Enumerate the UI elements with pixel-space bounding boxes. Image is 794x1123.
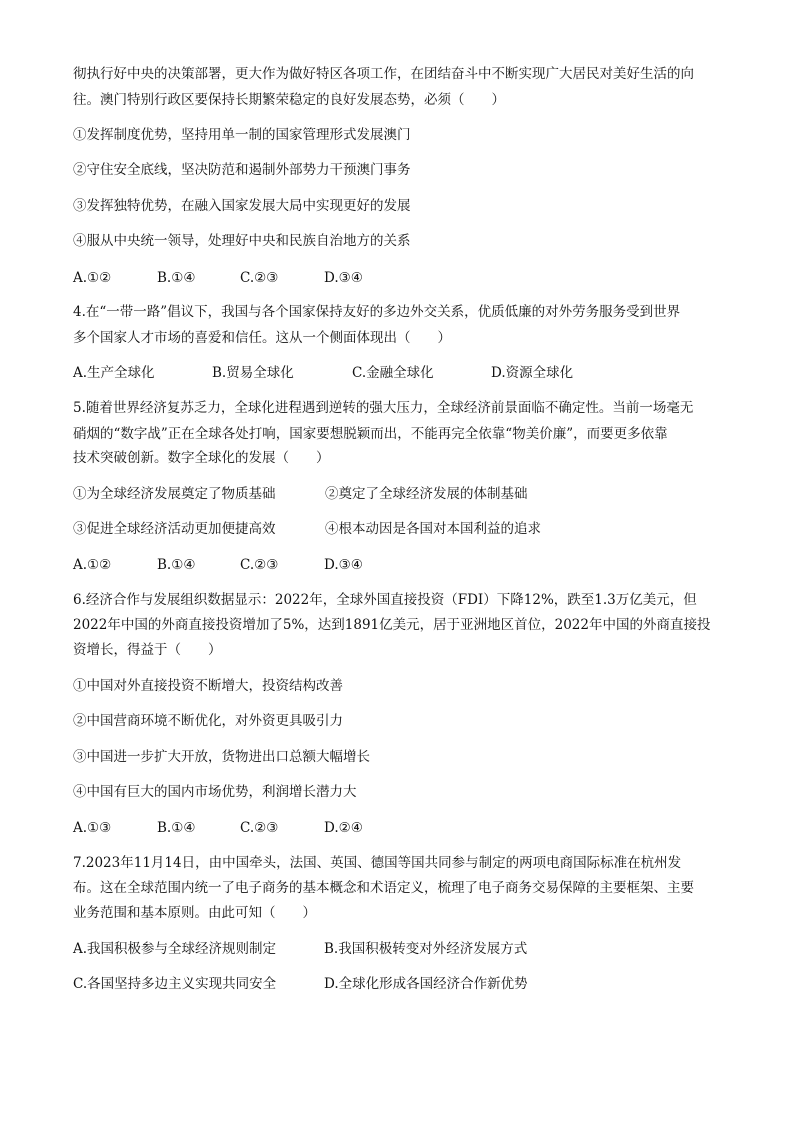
q4-option-d[interactable]: D.资源全球化	[491, 365, 574, 381]
q3-item-4: ④服从中央统一领导，处理好中央和民族自治地方的关系	[73, 233, 411, 249]
q5-option-c[interactable]: C.②③	[240, 557, 279, 573]
q7-option-a[interactable]: A.我国积极参与全球经济规则制定	[73, 941, 277, 957]
q7-option-d[interactable]: D.全球化形成各国经济合作新优势	[324, 976, 528, 992]
q6-option-c[interactable]: C.②③	[240, 820, 279, 836]
q4-option-a[interactable]: A.生产全球化	[73, 365, 155, 381]
q4-stem-line-1: 4.在“一带一路”倡议下，我国与各个国家保持友好的多边外交关系，优质低廉的对外劳务服务受到世界	[73, 304, 681, 320]
q5-stem-line-2: 硝烟的“数字战”正在全球各处打响，国家要想脱颖而出，不能再完全依靠“物美价廉”，而要更多依靠	[73, 426, 668, 442]
q6-option-b[interactable]: B.①④	[157, 820, 196, 836]
q6-option-a[interactable]: A.①③	[73, 820, 112, 836]
q3-stem-line-1: 彻执行好中央的决策部署，更大作为做好特区各项工作，在团结奋斗中不断实现广大居民对美好生活的向	[73, 66, 694, 82]
q7-stem-line-3: 业务范围和基本原则。由此可知（ ）	[73, 905, 316, 921]
q6-item-3: ③中国进一步扩大开放，货物进出口总额大幅增长	[73, 749, 370, 765]
q6-stem-line-1: 6.经济合作与发展组织数据显示：2022年，全球外国直接投资（FDI）下降12%，跌至1.3万亿美元，但	[73, 592, 697, 608]
q7-stem-line-2: 布。这在全球范围内统一了电子商务的基本概念和术语定义，梳理了电子商务交易保障的主要框架、主要	[73, 880, 694, 896]
q5-option-d[interactable]: D.③④	[324, 557, 363, 573]
q6-option-d[interactable]: D.②④	[324, 820, 363, 836]
q3-option-b[interactable]: B.①④	[157, 270, 196, 286]
q5-item-4: ④根本动因是各国对本国利益的追求	[325, 521, 541, 537]
q6-item-2: ②中国营商环境不断优化，对外资更具吸引力	[73, 713, 343, 729]
q3-option-d[interactable]: D.③④	[324, 270, 363, 286]
q3-option-a[interactable]: A.①②	[73, 270, 112, 286]
q6-stem-line-3: 资增长，得益于（ ）	[73, 642, 222, 658]
q4-stem-line-2: 多个国家人才市场的喜爱和信任。这从一个侧面体现出（ ）	[73, 330, 451, 346]
q5-item-2: ②奠定了全球经济发展的体制基础	[325, 486, 528, 502]
q3-item-3: ③发挥独特优势，在融入国家发展大局中实现更好的发展	[73, 198, 411, 214]
q7-stem-line-1: 7.2023年11月14日，由中国牵头，法国、英国、德国等国共同参与制定的两项电商国际标准在杭州发	[73, 855, 682, 871]
q5-option-b[interactable]: B.①④	[157, 557, 196, 573]
q3-stem-line-2: 往。澳门特别行政区要保持长期繁荣稳定的良好发展态势，必须（ ）	[73, 92, 505, 108]
q6-item-1: ①中国对外直接投资不断增大，投资结构改善	[73, 678, 343, 694]
q4-option-c[interactable]: C.金融全球化	[352, 365, 434, 381]
q5-item-1: ①为全球经济发展奠定了物质基础	[73, 486, 276, 502]
q7-option-b[interactable]: B.我国积极转变对外经济发展方式	[324, 941, 528, 957]
q5-item-3: ③促进全球经济活动更加便捷高效	[73, 521, 276, 537]
q3-item-2: ②守住安全底线，坚决防范和遏制外部势力干预澳门事务	[73, 162, 411, 178]
q6-stem-line-2: 2022年中国的外商直接投资增加了5%，达到1891亿美元，居于亚洲地区首位，2022年中国的外商直接投	[73, 617, 711, 633]
q5-option-a[interactable]: A.①②	[73, 557, 112, 573]
q5-stem-line-1: 5.随着世界经济复苏乏力，全球化进程遇到逆转的强大压力，全球经济前景面临不确定性。当前一场毫无	[73, 400, 694, 416]
q6-item-4: ④中国有巨大的国内市场优势，利润增长潜力大	[73, 784, 357, 800]
q3-option-c[interactable]: C.②③	[240, 270, 279, 286]
q4-option-b[interactable]: B.贸易全球化	[212, 365, 294, 381]
q3-item-1: ①发挥制度优势，坚持用单一制的国家管理形式发展澳门	[73, 127, 411, 143]
q5-stem-line-3: 技术突破创新。数字全球化的发展（ ）	[73, 450, 330, 466]
q7-option-c[interactable]: C.各国坚持多边主义实现共同安全	[73, 976, 277, 992]
